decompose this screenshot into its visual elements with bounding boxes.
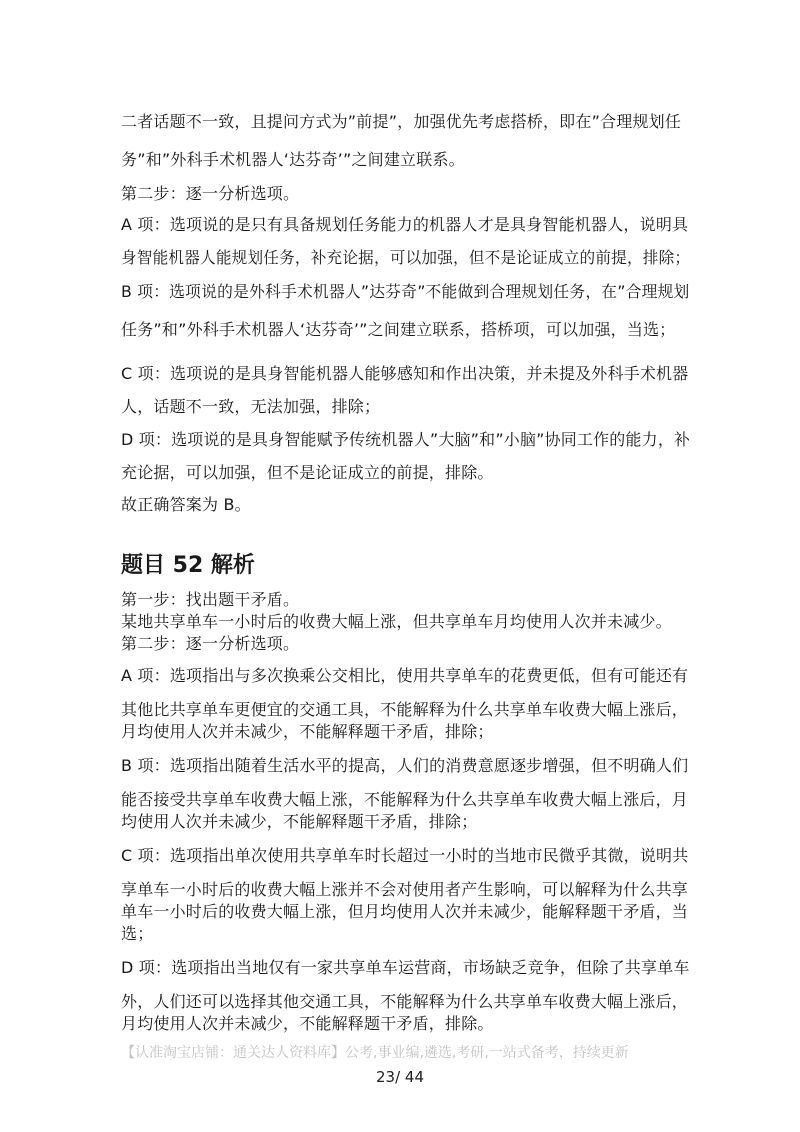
text-line: 第一步：找出题干矛盾。 (121, 590, 300, 609)
text-line: B 项：选项指出随着生活水平的提高，人们的消费意愿逐步增强，但不明确人们 (121, 756, 689, 775)
text-line: 某地共享单车一小时后的收费大幅上涨，但共享单车月均使用人次并未减少。 (121, 612, 672, 631)
text-line: 任务”和”外科手术机器人‘达芬奇’”之间建立联系，搭桥项，可以加强，当选； (121, 320, 676, 339)
text-line: 身智能机器人能规划任务，补充论据，可以加强，但不是论证成立的前提，排除； (121, 248, 691, 267)
text-line: 务”和”外科手术机器人‘达芬奇’”之间建立联系。 (121, 150, 465, 169)
section-title: 题目 52 解析 (121, 553, 255, 578)
text-line: A 项：选项指出与多次换乘公交相比，使用共享单车的花费更低，但有可能还有 (121, 666, 689, 685)
text-line: D 项：选项说的是具身智能赋予传统机器人”大脑”和”小脑”协同工作的能力，补 (121, 430, 691, 449)
text-line: 能否接受共享单车收费大幅上涨，不能解释为什么共享单车收费大幅上涨后，月 (121, 790, 689, 809)
text-line: 人，话题不一致，无法加强，排除； (121, 397, 381, 416)
text-line: 选； (121, 924, 154, 943)
text-line: 均使用人次并未减少，不能解释题干矛盾，排除； (121, 812, 478, 831)
text-line: 外，人们还可以选择其他交通工具，不能解释为什么共享单车收费大幅上涨后， (121, 992, 689, 1011)
text-line: 充论据，可以加强，但不是论证成立的前提，排除。 (121, 463, 494, 482)
page-number: 23/ 44 (376, 1068, 424, 1086)
text-line: 二者话题不一致，且提问方式为”前提”，加强优先考虑搭桥，即在”合理规划任 (121, 112, 682, 131)
text-line: 享单车一小时后的收费大幅上涨并不会对使用者产生影响，可以解释为什么共享 (121, 880, 689, 899)
text-line: 第二步：逐一分析选项。 (121, 634, 300, 653)
text-line: 月均使用人次并未减少，不能解释题干矛盾，排除。 (121, 1014, 494, 1033)
text-line: B 项：选项说的是外科手术机器人”达芬奇”不能做到合理规划任务，在”合理规划 (121, 282, 690, 301)
text-line: C 项：选项说的是具身智能机器人能够感知和作出决策，并未提及外科手术机器 (121, 364, 689, 383)
text-line: A 项：选项说的是只有具备规划任务能力的机器人才是具身智能机器人，说明具 (121, 215, 689, 234)
text-line: 第二步：逐一分析选项。 (121, 184, 300, 203)
text-line: 其他比共享单车更便宜的交通工具，不能解释为什么共享单车收费大幅上涨后， (121, 700, 689, 719)
text-line: 故正确答案为 B。 (121, 495, 251, 514)
text-line: D 项：选项指出当地仅有一家共享单车运营商，市场缺乏竞争，但除了共享单车 (121, 958, 690, 977)
text-line: 月均使用人次并未减少，不能解释题干矛盾，排除； (121, 722, 494, 741)
text-line: C 项：选项指出单次使用共享单车时长超过一小时的当地市民微乎其微，说明共 (121, 846, 689, 865)
text-line: 单车一小时后的收费大幅上涨，但月均使用人次并未减少，能解释题干矛盾，当 (121, 902, 689, 921)
footer-watermark-text: 【认准淘宝店铺：通关达人资料库】公考,事业编,遴选,考研,一站式备考，持续更新 (121, 1045, 629, 1061)
